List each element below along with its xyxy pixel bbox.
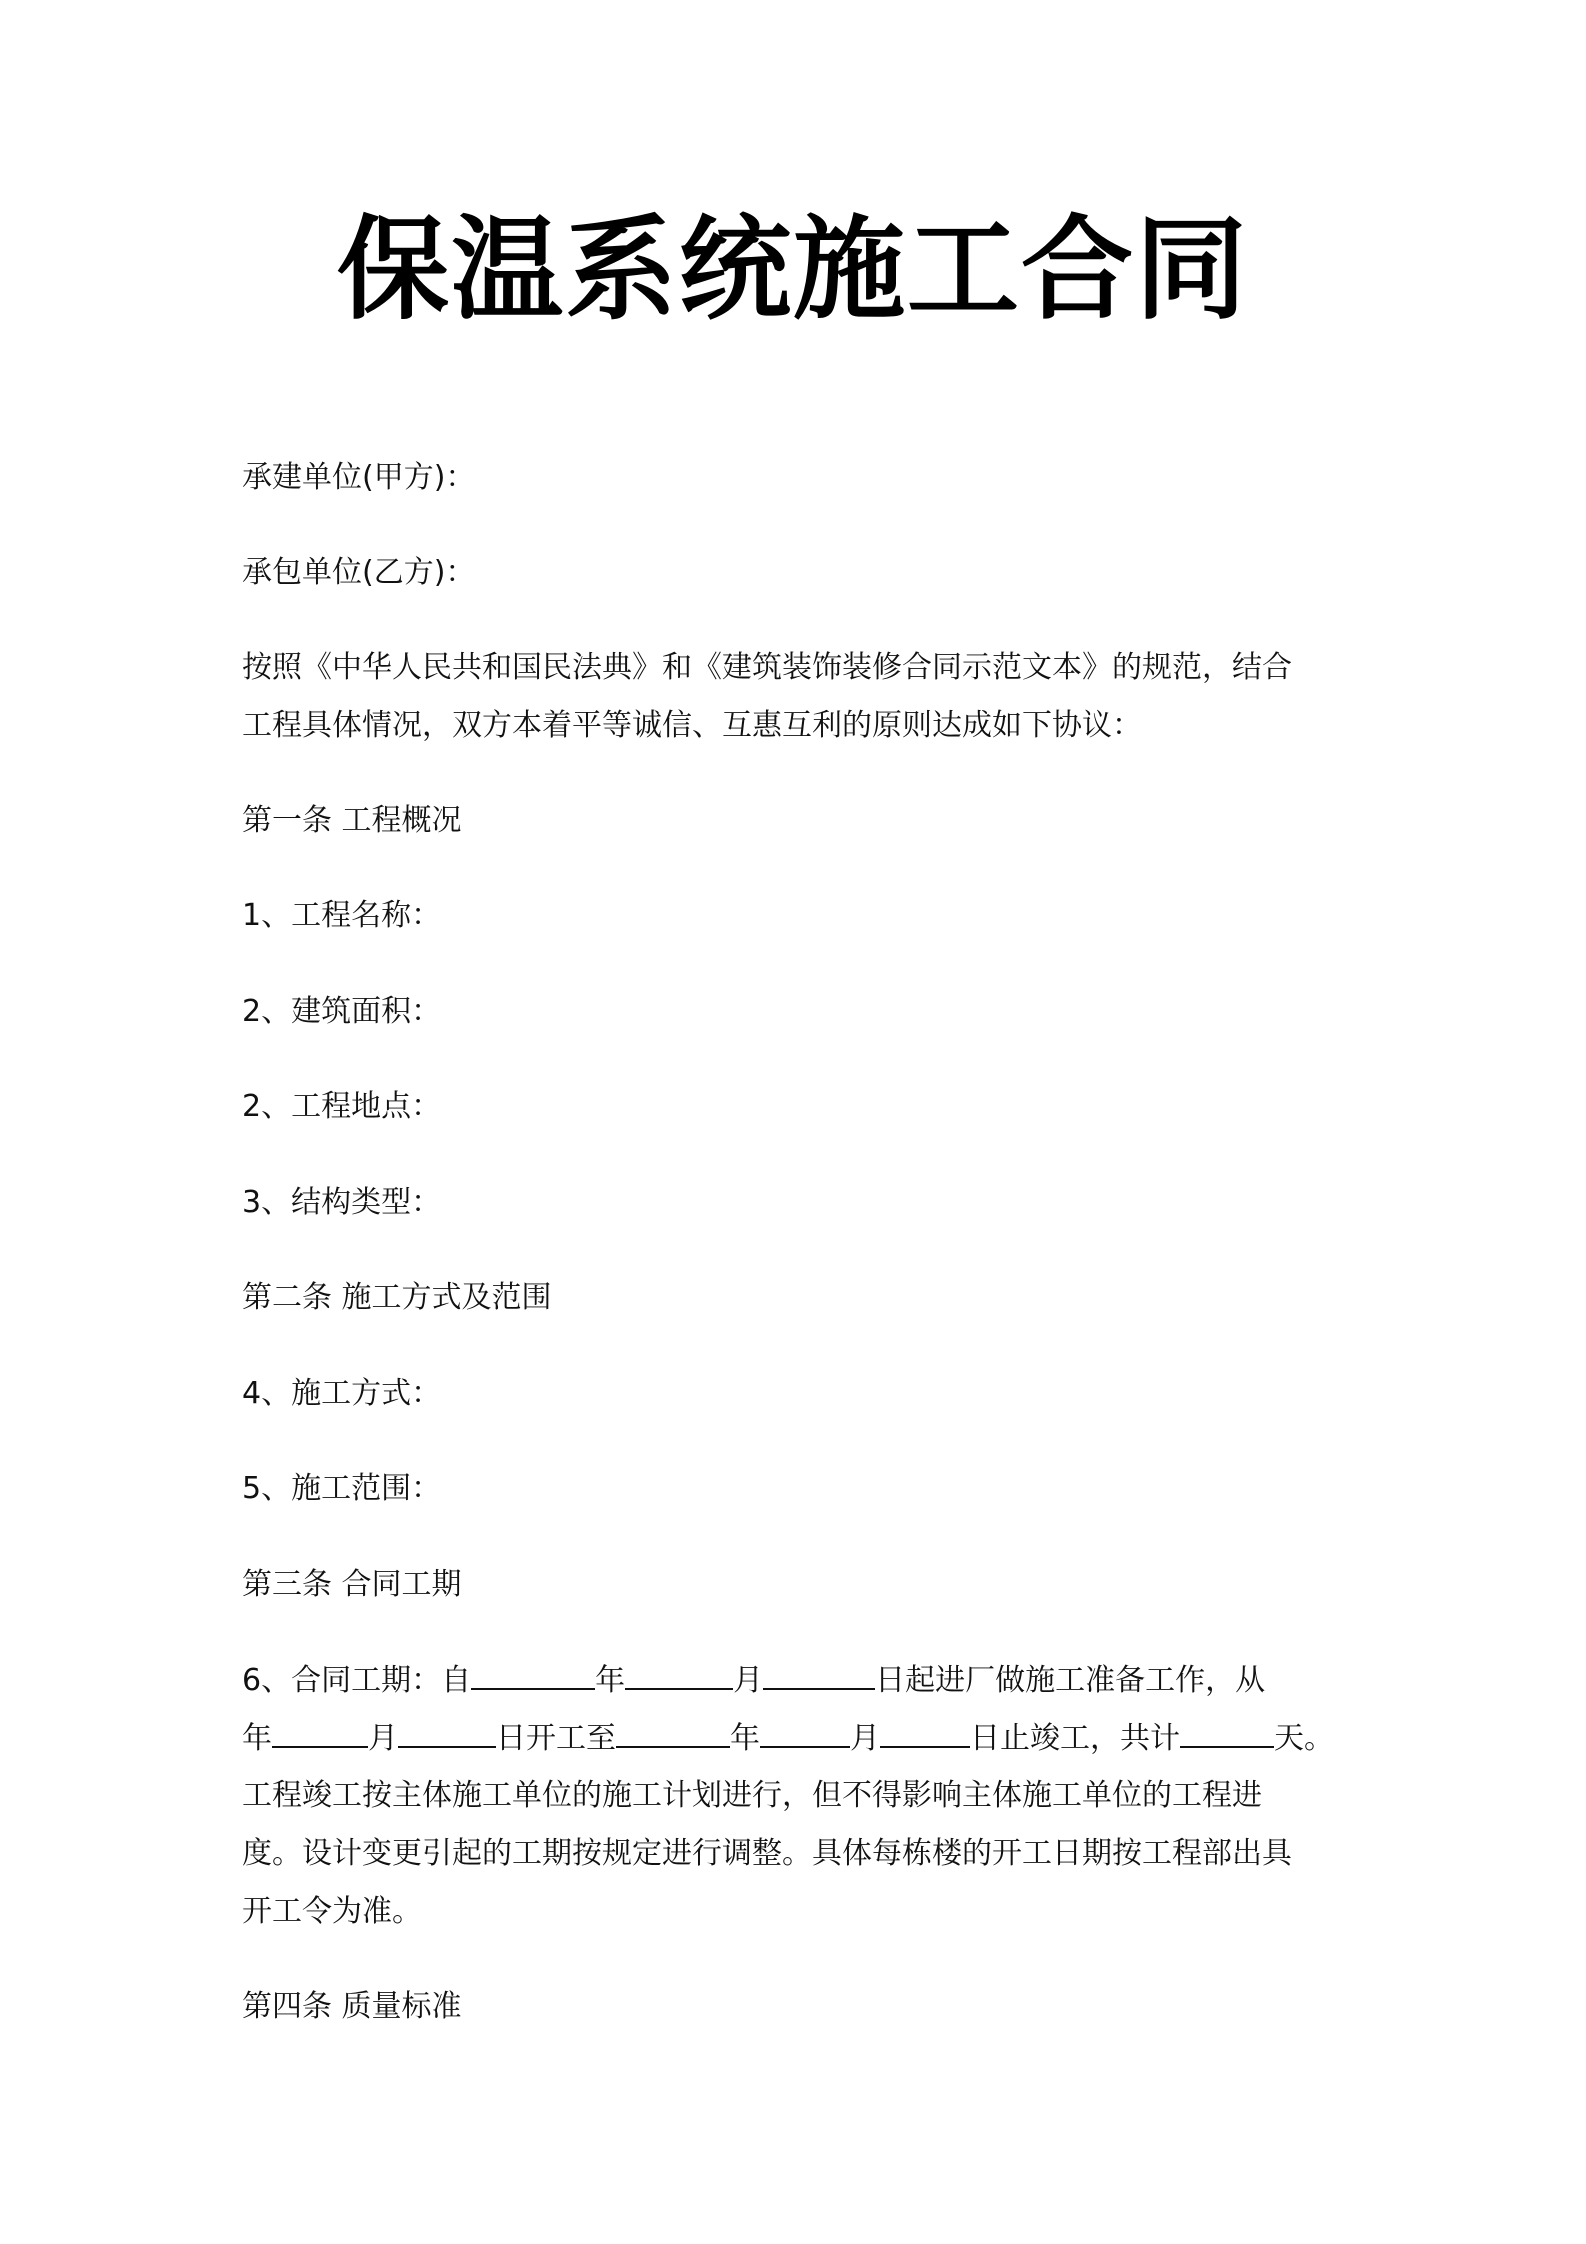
item-project-location: 2、工程地点： xyxy=(242,1089,442,1124)
item-construction-method: 4、施工方式： xyxy=(242,1376,442,1411)
item-structure-type: 3、结构类型： xyxy=(242,1185,442,1220)
document-title: 保温系统施工合同 xyxy=(337,205,1249,335)
blank-field xyxy=(880,1718,970,1748)
blank-field xyxy=(760,1718,850,1748)
period-text: 月 xyxy=(368,1721,398,1756)
period-text: 年 xyxy=(595,1663,626,1698)
blank-field xyxy=(398,1718,496,1748)
party-a-label: 承建单位(甲方)： xyxy=(242,460,476,495)
blank-field xyxy=(471,1660,595,1690)
article-3-heading: 第三条 合同工期 xyxy=(242,1567,462,1602)
blank-field xyxy=(625,1660,733,1690)
period-line-3: 工程竣工按主体施工单位的施工计划进行，但不得影响主体施工单位的工程进 xyxy=(242,1778,1262,1813)
article-4-heading: 第四条 质量标准 xyxy=(242,1989,462,2024)
period-text: 日起进厂做施工准备工作，从 xyxy=(875,1663,1266,1698)
period-line-1 xyxy=(242,1660,1362,1701)
blank-field xyxy=(616,1718,730,1748)
article-2-heading: 第二条 施工方式及范围 xyxy=(242,1280,552,1315)
item-project-name: 1、工程名称： xyxy=(242,898,442,933)
period-text: 日开工至 xyxy=(496,1721,616,1756)
period-text: 天。 xyxy=(1274,1721,1334,1756)
period-text: 月 xyxy=(733,1663,764,1698)
intro-line-2: 工程具体情况，双方本着平等诚信、互惠互利的原则达成如下协议： xyxy=(242,708,1142,743)
period-line-4: 度。设计变更引起的工期按规定进行调整。具体每栋楼的开工日期按工程部出具 xyxy=(242,1836,1292,1871)
item-building-area: 2、建筑面积： xyxy=(242,994,442,1029)
item-construction-scope: 5、施工范围： xyxy=(242,1471,442,1506)
period-line-5: 开工令为准。 xyxy=(242,1894,422,1929)
period-text: 日止竣工，共计 xyxy=(970,1721,1180,1756)
period-text: 月 xyxy=(850,1721,880,1756)
party-b-label: 承包单位(乙方)： xyxy=(242,555,476,590)
period-text: 6、合同工期：自 xyxy=(242,1663,472,1698)
article-1-heading: 第一条 工程概况 xyxy=(242,803,462,838)
period-text: 年 xyxy=(242,1721,272,1756)
blank-field xyxy=(272,1718,368,1748)
blank-field xyxy=(1180,1718,1274,1748)
blank-field xyxy=(763,1660,875,1690)
period-line-2 xyxy=(242,1718,1362,1759)
period-text: 年 xyxy=(730,1721,760,1756)
intro-line-1: 按照《中华人民共和国民法典》和《建筑装饰装修合同示范文本》的规范，结合 xyxy=(242,650,1292,685)
